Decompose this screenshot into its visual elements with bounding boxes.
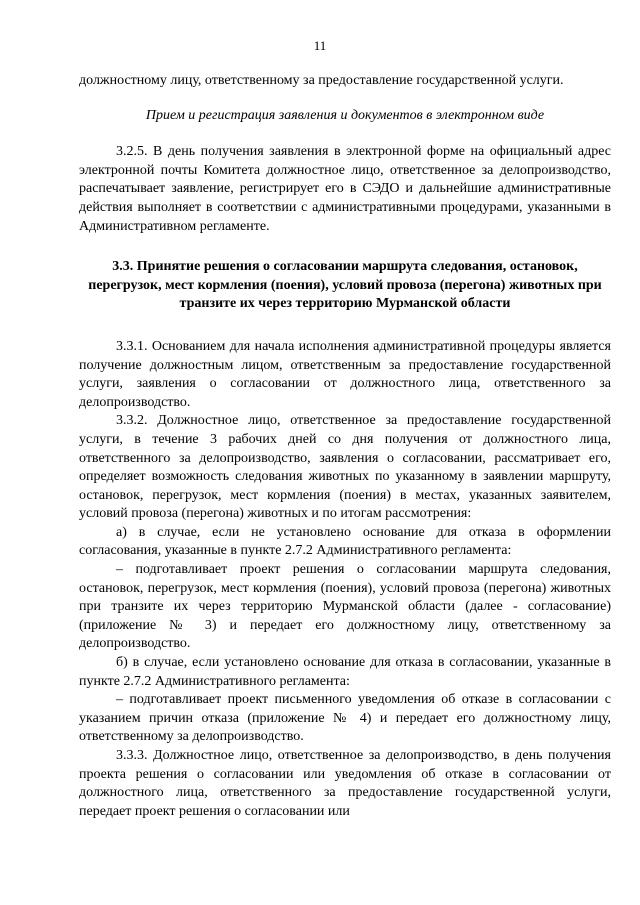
page-number: 11: [313, 38, 327, 53]
paragraph-3-3-3: 3.3.3. Должностное лицо, ответственное за делопроизводство, в день получения проекта решения о согласовании или уведомления об отказе в согласовании от должностного лица, ответственного за предоставление государственной услуги, передает проект решения о согласовании или: [79, 748, 611, 819]
section-heading-3-3: 3.3. Принятие решения о согласовании маршрута следования, остановок, перегрузок, мест кормления (поения), условий провоза (перегона) животных при транзите их через территорию Мурманской области: [88, 259, 602, 312]
paragraph-3-3-1: 3.3.1. Основанием для начала исполнения административной процедуры является получение должностным лицом, ответственным за предоставление государственной услуги, заявления о согласовании от должностного лица, ответственного за делопроизводство.: [79, 338, 611, 410]
paragraph-continuation: должностному лицу, ответственному за предоставление государственной услуги.: [79, 73, 564, 88]
paragraph-3-2-5: 3.2.5. В день получения заявления в электронной форме на официальный адрес электронной почты Комитета должностное лицо, ответственное за делопроизводство, распечатывает заявление, регистрирует его в СЭДО и дальнейшие административные действия выполняет в соответствии с административными процедурами, указанными в Административном регламенте.: [79, 144, 611, 234]
paragraph-dash-b: – подготавливает проект письменного уведомления об отказе в согласовании с указанием причин отказа (приложение № 4) и передает его должностному лицу, ответственному за делопроизводство.: [79, 692, 611, 745]
subsection-heading: Прием и регистрация заявления и документов в электронном виде: [145, 107, 545, 123]
paragraph-3-3-2: 3.3.2. Должностное лицо, ответственное за предоставление государственной услуги, в течение 3 рабочих дней со дня получения от должностного лица, ответственного за делопроизводство, заявления о согласовании, рассматривает его, определяет возможность следования животных по указанному в заявлении маршруту, остановок, перегрузок, мест кормления (поения) в местах, указанных заявителем, условий провоза (перегона) животных и по итогам рассмотрения:: [79, 413, 611, 522]
paragraph-item-a: а) в случае, если не установлено основание для отказа в оформлении согласования, указанные в пункте 2.7.2 Административного регламента:: [79, 524, 611, 559]
document-body: [79, 72, 611, 821]
paragraph-dash-a: – подготавливает проект решения о согласовании маршрута следования, остановок, перегрузок, мест кормления (поения), условий провоза (перегона) животных при транзите их через территорию Мурманской области (далее - согласование) (приложение № 3) и передает его должностному лицу, ответственному за делопроизводство.: [79, 562, 611, 652]
paragraph-item-b: б) в случае, если установлено основание для отказа в согласовании, указанные в пункте 2.7.2 Административного регламента:: [79, 655, 611, 689]
